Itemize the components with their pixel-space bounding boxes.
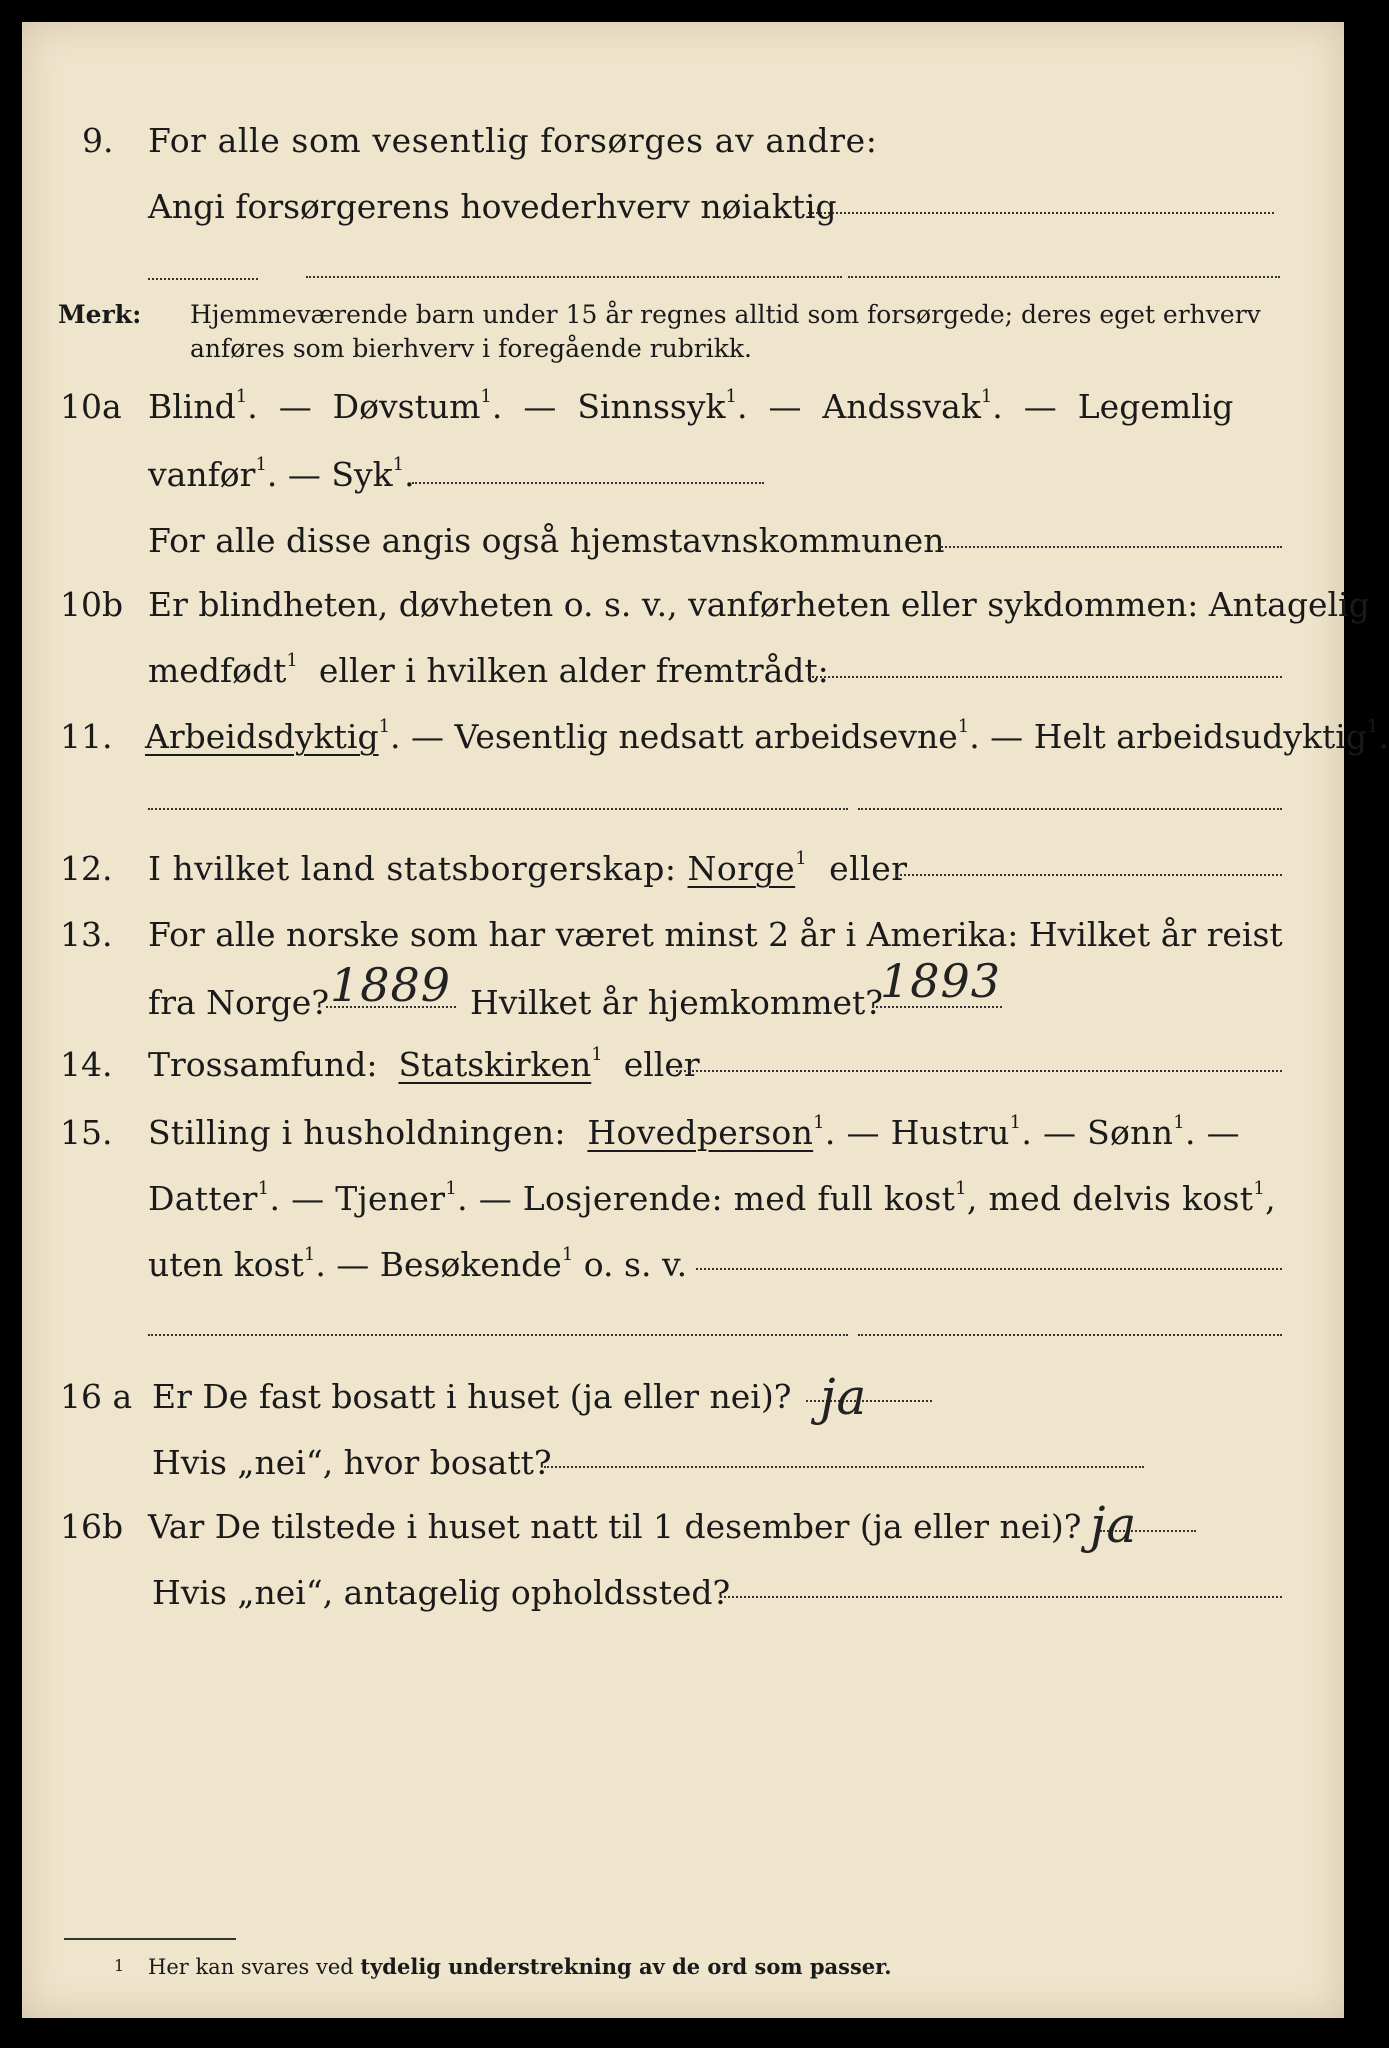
option-sonn[interactable]: Sønn bbox=[1087, 1113, 1174, 1152]
q15-line1: Stilling i husholdningen: Hovedperson$^1$. — Hustru$^1$. — Sønn$^1$. — bbox=[148, 1112, 1240, 1152]
option-hustru[interactable]: Hustru bbox=[890, 1113, 1010, 1152]
q9-line1: For alle som vesentlig forsørges av andre: bbox=[148, 121, 878, 160]
option-dovstum[interactable]: Døvstum bbox=[332, 387, 481, 426]
q16b-place-line[interactable] bbox=[720, 1596, 1282, 1598]
q11-number: 11. bbox=[60, 717, 113, 756]
q10a-line3: For alle disse angis også hjemstavnskommunen bbox=[148, 521, 945, 560]
q13-fra: fra Norge? bbox=[148, 983, 330, 1022]
option-losjerende-delvis[interactable]: med delvis kost bbox=[988, 1179, 1254, 1218]
q16b-answer-handwritten: ja bbox=[1090, 1496, 1138, 1554]
option-blind[interactable]: Blind bbox=[148, 387, 236, 426]
q10a-number: 10a bbox=[60, 387, 122, 426]
q16a-line1: Er De fast bosatt i huset (ja eller nei)? bbox=[152, 1377, 792, 1416]
q16a-number: 16 a bbox=[60, 1377, 133, 1416]
q16b-line2: Hvis „nei“, antagelig opholdssted? bbox=[152, 1573, 731, 1612]
option-losjerende-full[interactable]: Losjerende: med full kost bbox=[522, 1179, 956, 1218]
footnote-mark: 1 bbox=[114, 1956, 125, 1975]
q10a-options-line1: Blind$^1$. — Døvstum$^1$. — Sinnssyk$^1$. — Andssvak$^1$. — Legemlig bbox=[148, 386, 1234, 426]
q14-text: Trossamfund: Statskirken$^1$ eller bbox=[148, 1044, 700, 1084]
q13-hjem: Hvilket år hjemkommet? bbox=[470, 983, 883, 1022]
q14-number: 14. bbox=[60, 1045, 113, 1084]
merk-label: Merk: bbox=[58, 300, 142, 329]
q13-year-left-handwritten: 1889 bbox=[330, 958, 452, 1012]
option-syk[interactable]: Syk bbox=[331, 455, 393, 494]
q16b-number: 16b bbox=[60, 1507, 124, 1546]
q10a-options-line2: vanfør$^1$. — Syk$^1$. bbox=[148, 454, 415, 494]
q10a-syk-line[interactable] bbox=[412, 482, 764, 484]
q15-answer-line[interactable] bbox=[696, 1268, 1282, 1270]
option-vanfor[interactable]: vanfør bbox=[148, 455, 256, 494]
option-sinnssyk[interactable]: Sinnssyk bbox=[577, 387, 726, 426]
q11-line-right[interactable] bbox=[858, 808, 1282, 810]
q15-line2: Datter$^1$. — Tjener$^1$. — Losjerende: med full kost$^1$, med delvis kost$^1$, bbox=[148, 1178, 1276, 1218]
q16a-where-line[interactable] bbox=[544, 1466, 1144, 1468]
q13-number: 13. bbox=[60, 915, 113, 954]
q13-line1: For alle norske som har været minst 2 år i Amerika: Hvilket år reist bbox=[148, 915, 1283, 954]
q11-options: Arbeidsdyktig$^1$. — Vesentlig nedsatt arbeidsevne$^1$. — Helt arbeidsudyktig$^1$. bbox=[145, 716, 1389, 756]
q16b-line1: Var De tilstede i huset natt til 1 desember (ja eller nei)? bbox=[148, 1507, 1082, 1546]
option-nedsatt-arbeidsevne[interactable]: Vesentlig nedsatt arbeidsevne bbox=[454, 717, 958, 756]
option-andssvak[interactable]: Andssvak bbox=[822, 387, 981, 426]
option-hovedperson[interactable]: Hovedperson bbox=[587, 1113, 814, 1152]
q10b-line1: Er blindheten, døvheten o. s. v., vanførheten eller sykdommen: Antagelig bbox=[148, 585, 1370, 624]
q16a-answer-handwritten: ja bbox=[820, 1368, 868, 1426]
merk-line1: Hjemmeværende barn under 15 år regnes alltid som forsørgede; deres eget erhverv bbox=[190, 300, 1261, 329]
q15-number: 15. bbox=[60, 1113, 113, 1152]
option-statskirken[interactable]: Statskirken bbox=[398, 1045, 592, 1084]
q9-extra-line-mid[interactable] bbox=[306, 276, 842, 278]
option-arbeidsudyktig[interactable]: Helt arbeidsudyktig bbox=[1033, 717, 1367, 756]
q15-line3: uten kost$^1$. — Besøkende$^1$ o. s. v. bbox=[148, 1244, 688, 1284]
option-medfodt[interactable]: medfødt bbox=[148, 651, 287, 690]
q10a-hjemstavn-line[interactable] bbox=[938, 546, 1282, 548]
q9-extra-line-right[interactable] bbox=[848, 276, 1280, 278]
footnote-text: Her kan svares ved tydelig understrekning av de ord som passer. bbox=[148, 1954, 892, 1979]
option-besokende[interactable]: Besøkende bbox=[379, 1245, 562, 1284]
q10b-line2: medfødt$^1$ eller i hvilken alder fremtrådt: bbox=[148, 650, 829, 690]
q12-number: 12. bbox=[60, 849, 113, 888]
q12-answer-line[interactable] bbox=[896, 874, 1282, 876]
q15-extra-line-right[interactable] bbox=[858, 1334, 1282, 1336]
option-arbeidsdyktig[interactable]: Arbeidsdyktig bbox=[145, 717, 379, 756]
q12-text: I hvilket land statsborgerskap: Norge$^1$ eller bbox=[148, 848, 908, 888]
q9-line2: Angi forsørgerens hovederhverv nøiaktig bbox=[148, 187, 837, 226]
option-legemlig[interactable]: Legemlig bbox=[1077, 387, 1234, 426]
q14-answer-line[interactable] bbox=[676, 1070, 1282, 1072]
q10b-number: 10b bbox=[60, 585, 124, 624]
option-norge[interactable]: Norge bbox=[687, 849, 796, 888]
option-datter[interactable]: Datter bbox=[148, 1179, 258, 1218]
footnote-rule bbox=[64, 1938, 236, 1940]
q15-extra-line-left[interactable] bbox=[148, 1334, 848, 1336]
merk-line2: anføres som bierhverv i foregående rubrikk. bbox=[190, 334, 752, 363]
q10b-answer-line[interactable] bbox=[808, 676, 1282, 678]
option-uten-kost[interactable]: uten kost bbox=[148, 1245, 304, 1284]
q16a-line2: Hvis „nei“, hvor bosatt? bbox=[152, 1443, 552, 1482]
q9-extra-line-left[interactable] bbox=[148, 278, 258, 280]
q9-number: 9. bbox=[82, 121, 114, 160]
q13-year-return-handwritten: 1893 bbox=[880, 954, 1002, 1008]
q11-line-left[interactable] bbox=[148, 808, 848, 810]
option-tjener[interactable]: Tjener bbox=[335, 1179, 446, 1218]
q9-answer-line[interactable] bbox=[808, 212, 1274, 214]
